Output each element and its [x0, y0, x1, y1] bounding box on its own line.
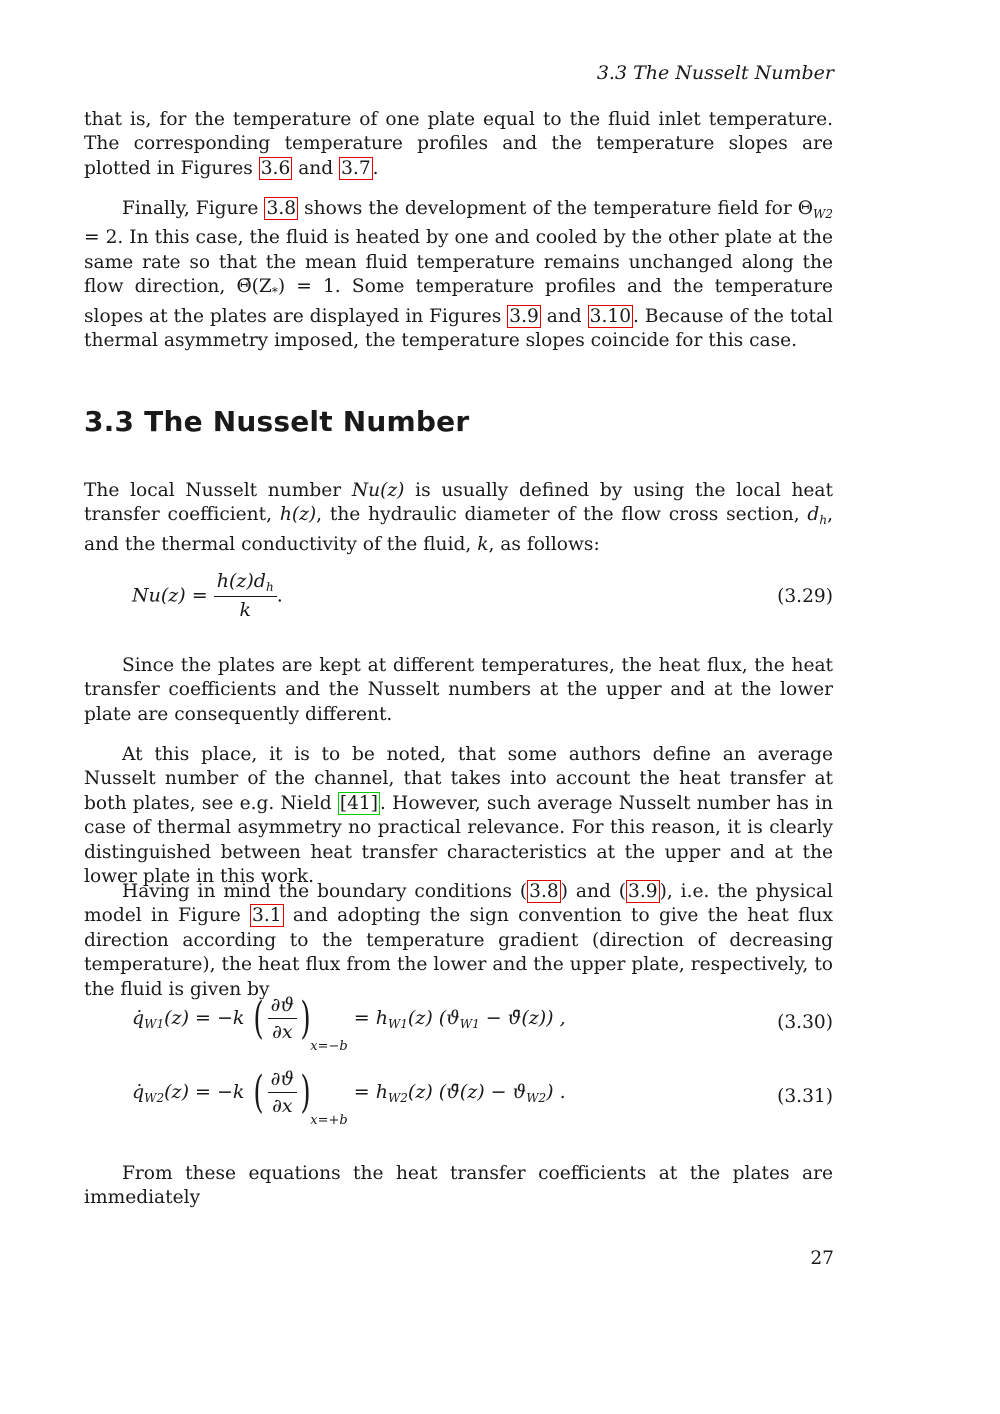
section-heading: 3.3 The Nusselt Number	[84, 405, 470, 438]
figure-ref-3-1[interactable]: 3.1	[252, 905, 282, 927]
equation-number: (3.29)	[777, 586, 833, 607]
paragraph-5: At this place, it is to be noted, that some authors define an average Nusselt number of the channel, that takes into account the heat transfer at both plates, see e.g. Nield [41] . However, such average Nusselt number has in case of thermal asymmetry no practical relevance. For this reason, it is clearly distinguished between heat transfer characteristics at the upper and at the lower plate in this work.	[84, 744, 833, 888]
page-number: 27	[810, 1248, 834, 1269]
equation-number: (3.30)	[777, 1012, 833, 1033]
paragraph-4: Since the plates are kept at different temperatures, the heat flux, the heat transfer coefficients and the Nusselt numbers at the upper and at the lower plate are consequently different.	[84, 655, 833, 725]
equation-3-30: $q̇_{W1}(z) = -k$ ( $\frac{\partial ϑ}{\partial x}$ )$x=-b = h_{W1}(z) (ϑ_{W1}$ − ϑ̄(z)) , (3.30)	[132, 992, 833, 1054]
paragraph-6: Having in mind the boundary conditions ( 3.8 ) and ( 3.9 ), i.e. the physical model in Figure 3.1 and adopting the sign convention to give the heat flux direction according to the temperature gradient (direction of decreasing temperature), the heat flux from the lower and the upper plate, respectively, to the fluid is given by	[84, 881, 833, 1000]
equation-ref-3-9[interactable]: 3.9	[628, 881, 658, 902]
figure-ref-3-6[interactable]: 3.6	[260, 157, 291, 179]
figure-ref-3-7[interactable]: 3.7	[341, 157, 371, 179]
running-head: 3.3 The Nusselt Number	[596, 62, 834, 84]
equation-3-29: Nu(z) = $\frac{h(z)d_h}{k}$ . (3.29)	[132, 570, 833, 621]
paragraph-3: The local Nusselt number Nu(z) is usually defined by using the local heat transfer coefficient, h(z), the hydraulic diameter of the flow cross section, $d_h$, and the thermal conductivity of the fluid, k, as follows:	[84, 480, 833, 555]
citation-41[interactable]: [41]	[339, 792, 378, 814]
paragraph-2: Finally, Figure 3.8 shows the development of the temperature field for $\Theta_{W2} = 2$. In this case, the fluid is heated by one and cooled by the other plate at the same rate so that the mean fluid temperature remains unchanged along the flow direction, $\Thetā(Z_*) = 1$. Some temperature profiles and the temperature slopes at the plates are displayed in Figures 3.9 and 3.10 . Because of the total thermal asymmetry imposed, the temperature slopes coincide for this case.	[84, 198, 834, 352]
derivative-fraction: $\frac{\partial ϑ}{\partial x}$	[268, 994, 297, 1043]
fraction: $\frac{h(z)d_h}{k}$	[214, 570, 277, 621]
figure-ref-3-8[interactable]: 3.8	[266, 198, 297, 219]
derivative-fraction: $\frac{\partial ϑ}{\partial x}$	[268, 1068, 297, 1117]
equation-ref-3-8[interactable]: 3.8	[529, 881, 559, 902]
figure-ref-3-10[interactable]: 3.10	[589, 305, 632, 327]
paragraph-7: From these equations the heat transfer coefficients at the plates are immediately	[84, 1163, 833, 1209]
figure-ref-3-9[interactable]: 3.9	[509, 305, 539, 327]
paragraph-1: that is, for the temperature of one plate equal to the fluid inlet temperature. The corresponding temperature profiles and the temperature slopes are plotted in Figures 3.6 and 3.7 .	[84, 109, 833, 179]
equation-number: (3.31)	[777, 1086, 833, 1107]
equation-3-31: $q̇_{W2}(z) = -k$ ( $\frac{\partial ϑ}{\partial x}$ )$x=+b = h_{W2}(z)$ (ϑ̄(z) − $ϑ_{W2}$) . (3.31)	[132, 1066, 833, 1128]
